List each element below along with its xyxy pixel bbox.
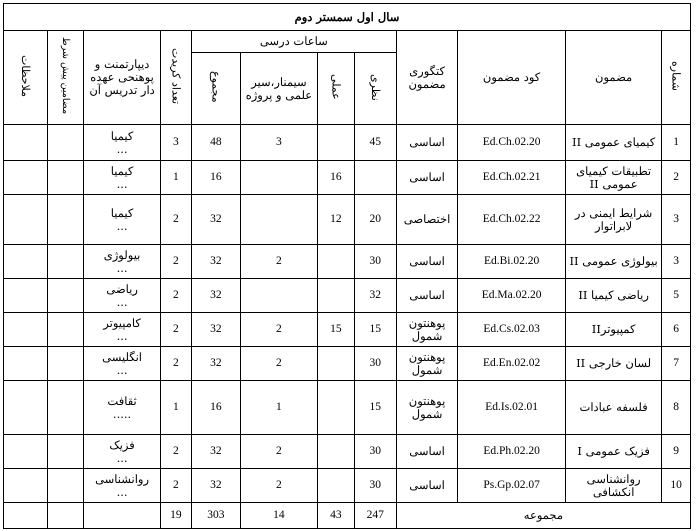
prerequisite-cell: [48, 347, 84, 381]
code-cell: Ed.Ch.02.20: [458, 125, 566, 161]
theory-hours-cell: 30: [354, 469, 396, 503]
subject-cell: لسان خارجی II: [565, 347, 661, 381]
theory-hours-cell: 20: [354, 195, 396, 245]
header-code: کود مضمون: [458, 31, 566, 125]
code-cell: Ps.Gp.02.07: [458, 469, 566, 503]
subject-cell: فزیک عمومی I: [565, 435, 661, 469]
practical-hours-cell: 12: [317, 195, 354, 245]
department-name: کامپیوتر: [103, 315, 141, 330]
header-remarks: ملاحظات: [4, 31, 48, 125]
remarks-cell: [4, 125, 48, 161]
category-cell: اساسی: [396, 435, 458, 469]
row-number-cell: 3: [662, 195, 691, 245]
credits-cell: 2: [161, 279, 192, 313]
department-cell: [84, 381, 161, 435]
theory-hours-cell: [354, 161, 396, 195]
code-cell: Ed.Bi.02.20: [458, 245, 566, 279]
department-ellipsis: ...: [116, 328, 128, 343]
row-number-cell: 9: [662, 435, 691, 469]
department-name: انگلیسی: [102, 349, 142, 364]
category-cell: اساسی: [396, 125, 458, 161]
department-name: فزیک: [109, 437, 135, 452]
department-ellipsis: ...: [116, 484, 128, 499]
subject-cell: روانشناسی انکشافی: [565, 469, 661, 503]
table-row: [4, 195, 691, 245]
code-cell: Ed.Ph.02.20: [458, 435, 566, 469]
category-cell: اساسی: [396, 161, 458, 195]
table-row: [4, 313, 691, 347]
totals-total-cell: 303: [191, 503, 240, 529]
header-theory: نظری: [354, 53, 396, 125]
prerequisite-cell: [48, 245, 84, 279]
practical-hours-cell: [317, 435, 354, 469]
department-cell: [84, 435, 161, 469]
category-cell: اساسی: [396, 469, 458, 503]
subject-cell: کمپیوترII: [565, 313, 661, 347]
total-hours-cell: 32: [191, 313, 240, 347]
totals-empty-prerequisite: [48, 503, 84, 529]
seminar-hours-cell: 2: [240, 435, 317, 469]
header-subject: مضمون: [565, 31, 661, 125]
prerequisite-cell: [48, 469, 84, 503]
row-number-cell: 3: [662, 245, 691, 279]
remarks-cell: [4, 381, 48, 435]
table-row: [4, 279, 691, 313]
theory-hours-cell: 15: [354, 313, 396, 347]
table-row: [4, 347, 691, 381]
credits-cell: 2: [161, 245, 192, 279]
practical-hours-cell: [317, 347, 354, 381]
category-cell: پوهنتون شمول: [396, 313, 458, 347]
practical-hours-cell: 15: [317, 313, 354, 347]
theory-hours-cell: 45: [354, 125, 396, 161]
total-hours-cell: 16: [191, 381, 240, 435]
practical-hours-cell: 16: [317, 161, 354, 195]
department-cell: [84, 195, 161, 245]
header-hours-group: ساعات درسی: [191, 31, 396, 53]
remarks-cell: [4, 279, 48, 313]
header-prerequisite: مضامین پیش شرط: [48, 31, 84, 125]
remarks-cell: [4, 313, 48, 347]
subject-cell: کیمیای عمومی II: [565, 125, 661, 161]
credits-cell: 1: [161, 381, 192, 435]
category-cell: پوهنتون شمول: [396, 347, 458, 381]
theory-hours-cell: 15: [354, 381, 396, 435]
totals-empty-department: [84, 503, 161, 529]
totals-practical-cell: 43: [317, 503, 354, 529]
department-name: بیولوژی: [103, 247, 141, 262]
code-cell: Ed.Cs.02.03: [458, 313, 566, 347]
theory-hours-cell: 30: [354, 347, 396, 381]
remarks-cell: [4, 161, 48, 195]
department-name: کیمیا: [110, 205, 134, 220]
credits-cell: 1: [161, 161, 192, 195]
total-hours-cell: 32: [191, 435, 240, 469]
department-name: کیمیا: [110, 163, 134, 178]
table-title: سال اول سمستر دوم: [4, 4, 691, 31]
department-ellipsis: ...: [116, 362, 128, 377]
department-cell: [84, 161, 161, 195]
practical-hours-cell: [317, 279, 354, 313]
seminar-hours-cell: [240, 195, 317, 245]
subject-cell: شرایط ایمنی در لابراتوار: [565, 195, 661, 245]
remarks-cell: [4, 347, 48, 381]
subject-cell: بیولوژی عمومی II: [565, 245, 661, 279]
seminar-hours-cell: 3: [240, 125, 317, 161]
subject-cell: فلسفه عبادات: [565, 381, 661, 435]
totals-credits-cell: 19: [161, 503, 192, 529]
seminar-hours-cell: 2: [240, 347, 317, 381]
practical-hours-cell: [317, 469, 354, 503]
department-name: ریاضی: [106, 281, 138, 296]
total-hours-cell: 32: [191, 245, 240, 279]
row-number-cell: 1: [662, 125, 691, 161]
department-ellipsis: ...: [116, 218, 128, 233]
credits-cell: 2: [161, 435, 192, 469]
department-cell: [84, 313, 161, 347]
table-row: [4, 435, 691, 469]
credits-cell: 2: [161, 347, 192, 381]
department-cell: [84, 245, 161, 279]
department-name: روانشناسی: [95, 471, 150, 486]
seminar-hours-cell: [240, 279, 317, 313]
credits-cell: 2: [161, 313, 192, 347]
department-cell: [84, 125, 161, 161]
semester-table: [3, 3, 691, 529]
header-seminar: سیمنار،سیر علمی و پروژه: [240, 53, 317, 125]
department-ellipsis: ...: [116, 260, 128, 275]
category-cell: اختصاصی: [396, 195, 458, 245]
department-cell: [84, 279, 161, 313]
department-ellipsis: ...: [116, 141, 128, 156]
header-practical: عملی: [317, 53, 354, 125]
totals-empty-remarks: [4, 503, 48, 529]
remarks-cell: [4, 195, 48, 245]
seminar-hours-cell: 1: [240, 381, 317, 435]
practical-hours-cell: [317, 245, 354, 279]
seminar-hours-cell: 2: [240, 245, 317, 279]
seminar-hours-cell: 2: [240, 313, 317, 347]
row-number-cell: 8: [662, 381, 691, 435]
row-number-cell: 5: [662, 279, 691, 313]
remarks-cell: [4, 435, 48, 469]
code-cell: Ed.En.02.02: [458, 347, 566, 381]
header-total: مجموع: [191, 53, 240, 125]
theory-hours-cell: 30: [354, 245, 396, 279]
prerequisite-cell: [48, 125, 84, 161]
seminar-hours-cell: 2: [240, 469, 317, 503]
prerequisite-cell: [48, 161, 84, 195]
table-row: [4, 381, 691, 435]
subject-cell: ریاضی کیمیا II: [565, 279, 661, 313]
department-name: کیمیا: [110, 128, 134, 143]
department-cell: [84, 469, 161, 503]
header-category: کتگوری مضمون: [396, 31, 458, 125]
seminar-hours-cell: [240, 161, 317, 195]
totals-label-cell: مجموعه: [396, 503, 690, 529]
total-hours-cell: 32: [191, 347, 240, 381]
table-row: [4, 245, 691, 279]
department-ellipsis: ...: [116, 450, 128, 465]
table-row: [4, 161, 691, 195]
department-cell: [84, 347, 161, 381]
total-hours-cell: 32: [191, 195, 240, 245]
total-hours-cell: 48: [191, 125, 240, 161]
department-ellipsis: ...: [116, 176, 128, 191]
theory-hours-cell: 30: [354, 435, 396, 469]
prerequisite-cell: [48, 381, 84, 435]
code-cell: Ed.Ch.02.22: [458, 195, 566, 245]
total-hours-cell: 32: [191, 469, 240, 503]
totals-row: [4, 503, 691, 529]
table-row: [4, 125, 691, 161]
totals-theory-cell: 247: [354, 503, 396, 529]
department-name: ثقافت: [107, 393, 137, 408]
row-number-cell: 7: [662, 347, 691, 381]
prerequisite-cell: [48, 313, 84, 347]
category-cell: پوهنتون شمول: [396, 381, 458, 435]
department-ellipsis: .....: [112, 406, 132, 421]
header-row-number: شماره: [662, 31, 691, 125]
prerequisite-cell: [48, 435, 84, 469]
code-cell: Ed.Ch.02.21: [458, 161, 566, 195]
prerequisite-cell: [48, 279, 84, 313]
header-credits: تعداد کریدت: [161, 31, 192, 125]
remarks-cell: [4, 245, 48, 279]
row-number-cell: 2: [662, 161, 691, 195]
row-number-cell: 6: [662, 313, 691, 347]
subject-cell: تطبیقات کیمیای عمومی II: [565, 161, 661, 195]
remarks-cell: [4, 469, 48, 503]
practical-hours-cell: [317, 381, 354, 435]
category-cell: اساسی: [396, 245, 458, 279]
prerequisite-cell: [48, 195, 84, 245]
table-row: [4, 469, 691, 503]
totals-seminar-cell: 14: [240, 503, 317, 529]
credits-cell: 3: [161, 125, 192, 161]
category-cell: اساسی: [396, 279, 458, 313]
header-department: دیپارتمنت و پوهنحی عهده دار تدریس آن: [84, 31, 161, 125]
total-hours-cell: 16: [191, 161, 240, 195]
theory-hours-cell: 32: [354, 279, 396, 313]
credits-cell: 2: [161, 469, 192, 503]
credits-cell: 2: [161, 195, 192, 245]
code-cell: Ed.Ma.02.20: [458, 279, 566, 313]
row-number-cell: 10: [662, 469, 691, 503]
practical-hours-cell: [317, 125, 354, 161]
department-ellipsis: ...: [116, 294, 128, 309]
code-cell: Ed.Is.02.01: [458, 381, 566, 435]
total-hours-cell: 32: [191, 279, 240, 313]
